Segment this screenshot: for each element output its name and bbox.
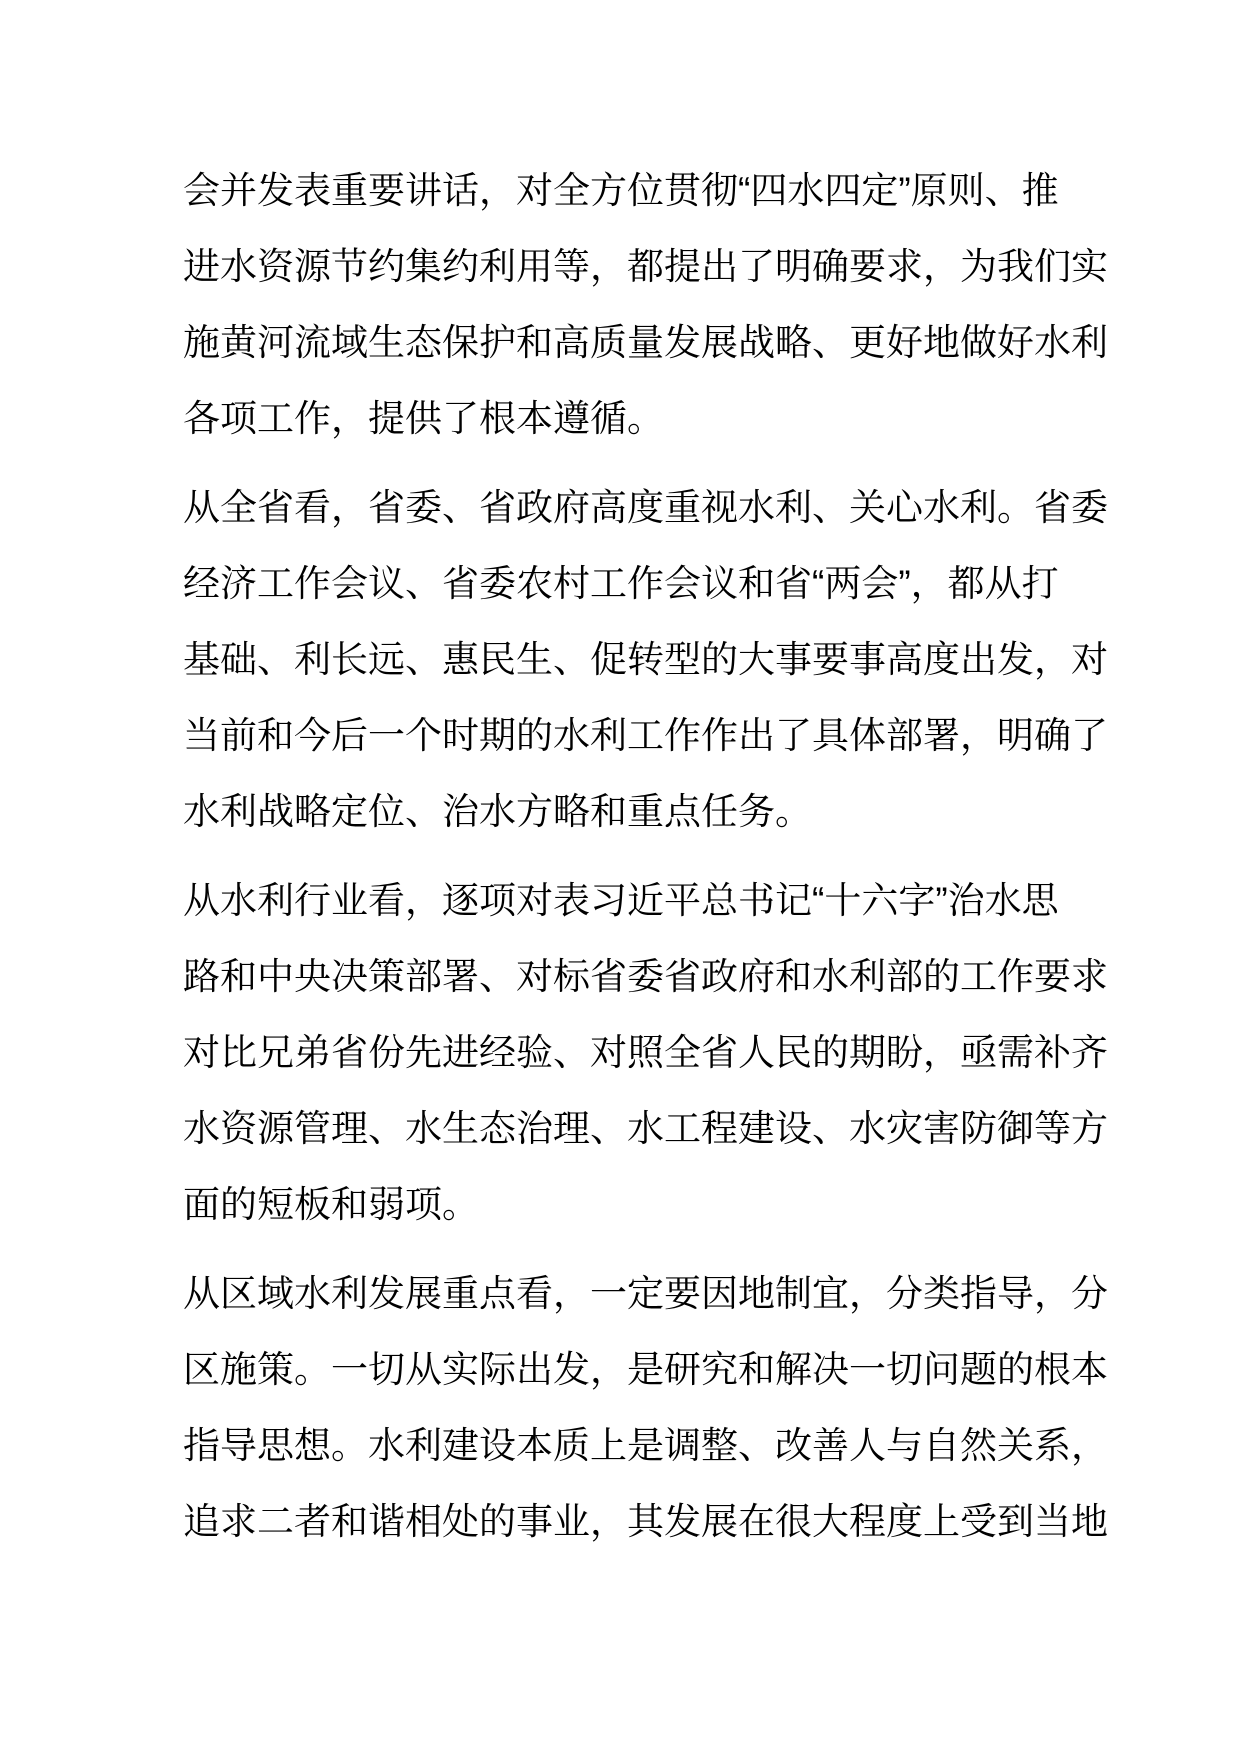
text-line: 指导思想。水利建设本质上是调整、改善人与自然关系， [183, 1425, 1108, 1466]
text-paragraph [183, 1256, 1108, 1560]
text-line: 水资源管理、水生态治理、水工程建设、水灾害防御等方 [183, 1108, 1108, 1149]
text-line: 各项工作，提供了根本遵循。 [183, 398, 664, 439]
document-text-body [183, 153, 1108, 1573]
text-line: 水利战略定位、治水方略和重点任务。 [183, 791, 812, 832]
text-line: 对比兄弟省份先进经验、对照全省人民的期盼，亟需补齐 [183, 1032, 1108, 1073]
text-line: 施黄河流域生态保护和高质量发展战略、更好地做好水利 [183, 322, 1108, 363]
text-paragraph [183, 863, 1108, 1243]
text-line: 路和中央决策部署、对标省委省政府和水利部的工作要求 [183, 956, 1108, 997]
text-line: 从区域水利发展重点看，一定要因地制宜，分类指导，分 [183, 1273, 1108, 1314]
text-line: 基础、利长远、惠民生、促转型的大事要事高度出发，对 [183, 639, 1108, 680]
text-line: 区施策。一切从实际出发，是研究和解决一切问题的根本 [183, 1349, 1108, 1390]
text-line: 经济工作会议、省委农村工作会议和省“两会”，都从打 [183, 563, 1059, 604]
text-line: 从水利行业看，逐项对表习近平总书记“十六字”治水思 [183, 880, 1059, 921]
text-line: 面的短板和弱项。 [183, 1184, 479, 1225]
text-paragraph [183, 153, 1108, 457]
text-line: 追求二者和谐相处的事业，其发展在很大程度上受到当地 [183, 1501, 1108, 1542]
text-paragraph [183, 470, 1108, 850]
text-line: 进水资源节约集约利用等，都提出了明确要求，为我们实 [183, 246, 1108, 287]
text-line: 会并发表重要讲话，对全方位贯彻“四水四定”原则、推 [183, 170, 1059, 211]
text-line: 当前和今后一个时期的水利工作作出了具体部署，明确了 [183, 715, 1108, 756]
text-line: 从全省看，省委、省政府高度重视水利、关心水利。省委 [183, 487, 1108, 528]
